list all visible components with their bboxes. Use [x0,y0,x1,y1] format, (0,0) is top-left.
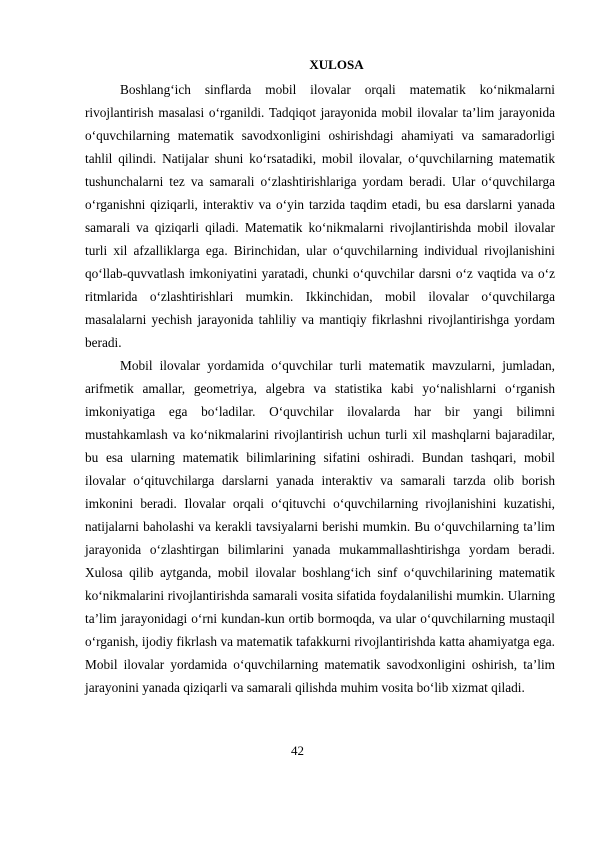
section-title: XULOSA [309,57,364,72]
body-text [85,78,555,699]
page-number: 42 [291,743,304,758]
paragraph-1: Boshlang‘ich sinflarda mobil ilovalar orqali matematik ko‘nikmalarni rivojlantirish masalasi o‘rganildi. Tadqiqot jarayonida mobil ilovalar ta’lim jarayonida o‘quvchilarning matematik savodxonligini oshirishdagi ahamiyati va samaradorligi tahlil qilindi. Natijalar shuni ko‘rsatadiki, mobil ilovalar, o‘quvchilarning matematik tushunchalarni tez va samarali o‘zlashtirishlariga yordam beradi. Ular o‘quvchilarga o‘rganishni qiziqarli, interaktiv va o‘yin tarzida taqdim etadi, bu esa darslarni yanada samarali va qiziqarli qiladi. Matematik ko‘nikmalarni rivojlantirishda mobil ilovalar turli xil afzalliklarga ega. Birinchidan, ular o‘quvchilarning individual rivojlanishini qo‘llab-quvvatlash imkoniyatini yaratadi, chunki o‘quvchilar darsni o‘z vaqtida va o‘z ritmlarida o‘zlashtirishlari mumkin. Ikkinchidan, mobil ilovalar o‘quvchilarga masalalarni yechish jarayonida tahliliy va mantiqiy fikrlashni rivojlantirishga yordam beradi. [85,82,555,350]
paragraph-2: Mobil ilovalar yordamida o‘quvchilar turli matematik mavzularni, jumladan, arifmetik amallar, geometriya, algebra va statistika kabi yo‘nalishlarni o‘rganish imkoniyatiga ega bo‘ladilar. O‘quvchilar ilovalarda har bir yangi bilimni mustahkamlash va ko‘nikmalarini rivojlantirish uchun turli xil mashqlarni bajaradilar, bu esa ularning matematik bilimlarining sifatini oshiradi. Bundan tashqari, mobil ilovalar o‘qituvchilarga darslarni yanada interaktiv va samarali tarzda olib borish imkonini beradi. Ilovalar orqali o‘qituvchi o‘quvchilarning rivojlanishini kuzatishi, natijalarni baholashi va kerakli tavsiyalarni berishi mumkin. Bu o‘quvchilarning ta’lim jarayonida o‘zlashtirgan bilimlarini yanada mukammallashtirishga yordam beradi. Xulosa qilib aytganda, mobil ilovalar boshlang‘ich sinf o‘quvchilarining matematik ko‘nikmalarini rivojlantirishda samarali vosita sifatida foydalanilishi mumkin. Ularning ta’lim jarayonidagi o‘rni kundan-kun ortib bormoqda, va ular o‘quvchilarning mustaqil o‘rganish, ijodiy fikrlash va matematik tafakkurni rivojlantirishda katta ahamiyatga ega. Mobil ilovalar yordamida o‘quvchilarning matematik savodxonligini oshirish, ta’lim jarayonini yanada qiziqarli va samarali qilishda muhim vosita bo‘lib xizmat qiladi. [85,358,555,695]
